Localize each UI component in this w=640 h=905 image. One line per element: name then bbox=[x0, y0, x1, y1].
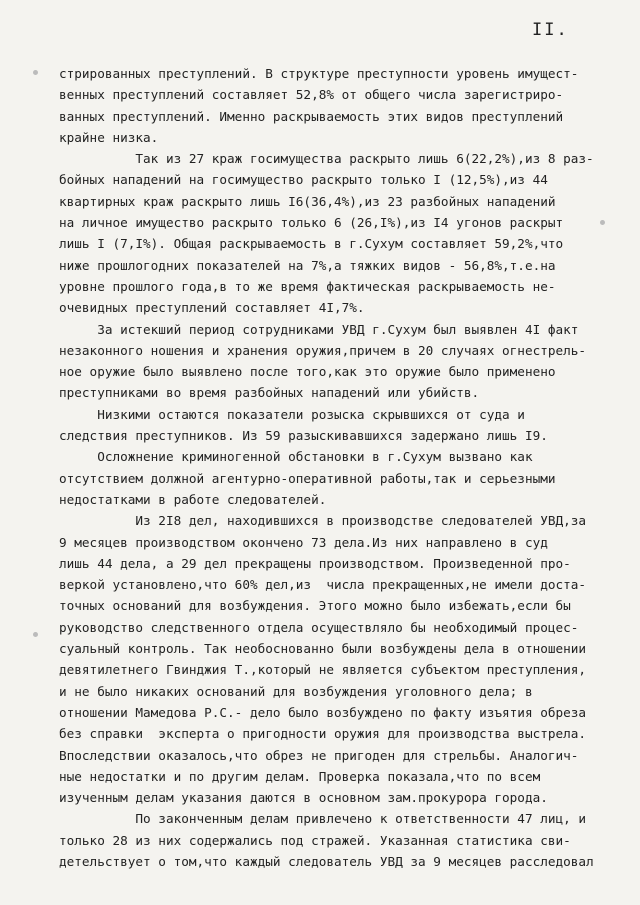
text-line: отсутствием должной агентурно-оперативной работы,так и серьезными bbox=[59, 470, 556, 486]
text-line: 9 месяцев производством окончено 73 дела.Из них направлено в суд bbox=[59, 534, 548, 550]
text-line: Из 2I8 дел, находившихся в производстве следователей УВД,за bbox=[59, 513, 587, 529]
text-line: очевидных преступлений составляет 4I,7%. bbox=[59, 300, 365, 316]
text-line: квартирных краж раскрыто лишь I6(36,4%),из 23 разбойных нападений bbox=[59, 193, 556, 209]
text-line: стрированных преступлений. В структуре преступности уровень имущест- bbox=[59, 66, 579, 81]
text-line: лишь 44 дела, а 29 дел прекращены производством. Произведенной про- bbox=[59, 555, 571, 571]
text-line: По законченным делам привлечено к ответственности 47 лиц, и bbox=[59, 811, 587, 827]
text-line: За истекший период сотрудниками УВД г.Сухум был выявлен 4I факт bbox=[59, 321, 579, 337]
text-line: детельствует о том,что каждый следователь УВД за 9 месяцев расследовал bbox=[59, 853, 594, 869]
text-line: ные недостатки и по другим делам. Проверка показала,что по всем bbox=[59, 768, 541, 784]
text-line: Так из 27 краж госимущества раскрыто лишь 6(22,2%),из 8 раз- bbox=[59, 151, 594, 167]
punch-hole-mark bbox=[33, 70, 38, 75]
text-line: ниже прошлогодних показателей на 7%,а тяжких видов - 56,8%,т.е.на bbox=[59, 257, 556, 273]
text-line: и не было никаких оснований для возбуждения уголовного дела; в bbox=[59, 683, 533, 699]
text-line: незаконного ношения и хранения оружия,причем в 20 случаях огнестрель- bbox=[59, 342, 587, 358]
text-line: руководство следственного отдела осуществляло бы необходимый процес- bbox=[59, 619, 579, 635]
punch-hole-mark bbox=[33, 632, 38, 637]
text-line: уровне прошлого года,в то же время фактическая раскрываемость не- bbox=[59, 278, 556, 294]
text-line: ное оружие было выявлено после того,как это оружие было применено bbox=[59, 364, 556, 380]
text-line: веркой установлено,что 60% дел,из числа прекращенных,не имели доста- bbox=[59, 577, 587, 593]
text-line: отношении Мамедова Р.С.- дело было возбуждено по факту изъятия обреза bbox=[59, 704, 587, 720]
document-body bbox=[59, 63, 634, 872]
text-line: изученным делам указания даются в основном зам.прокурора города. bbox=[59, 790, 548, 806]
text-line: суальный контроль. Так необоснованно были возбуждены дела в отношении bbox=[59, 641, 587, 657]
text-line: ванных преступлений. Именно раскрываемость этих видов преступлений bbox=[59, 108, 564, 124]
page-number: II. bbox=[532, 20, 569, 40]
text-line: Осложнение криминогенной обстановки в г.Сухум вызвано как bbox=[59, 449, 533, 465]
text-line: недостатками в работе следователей. bbox=[59, 491, 327, 507]
text-line: на личное имущество раскрыто только 6 (26,I%),из I4 угонов раскрыт bbox=[59, 215, 564, 231]
text-line: крайне низка. bbox=[59, 129, 159, 145]
text-line: только 28 из них содержались под стражей. Указанная статистика сви- bbox=[59, 832, 571, 848]
text-line: без справки эксперта о пригодности оружия для производства выстрела. bbox=[59, 726, 587, 742]
text-line: преступниками во время разбойных нападений или убийств. bbox=[59, 385, 480, 401]
text-line: Впоследствии оказалось,что обрез не пригоден для стрельбы. Аналогич- bbox=[59, 747, 579, 763]
text-line: венных преступлений составляет 52,8% от общего числа зарегистриро- bbox=[59, 87, 564, 103]
text-line: лишь I (7,I%). Общая раскрываемость в г.Сухум составляет 59,2%,что bbox=[59, 236, 564, 252]
text-line: девятилетнего Гвинджия Т.,который не является субъектом преступления, bbox=[59, 662, 587, 678]
text-line: точных оснований для возбуждения. Этого можно было избежать,если бы bbox=[59, 598, 571, 614]
text-line: Низкими остаются показатели розыска скрывшихся от суда и bbox=[59, 406, 525, 422]
text-line: бойных нападений на госимущество раскрыто только I (12,5%),из 44 bbox=[59, 172, 548, 188]
text-line: следствия преступников. Из 59 разыскивавшихся задержано лишь I9. bbox=[59, 428, 548, 444]
